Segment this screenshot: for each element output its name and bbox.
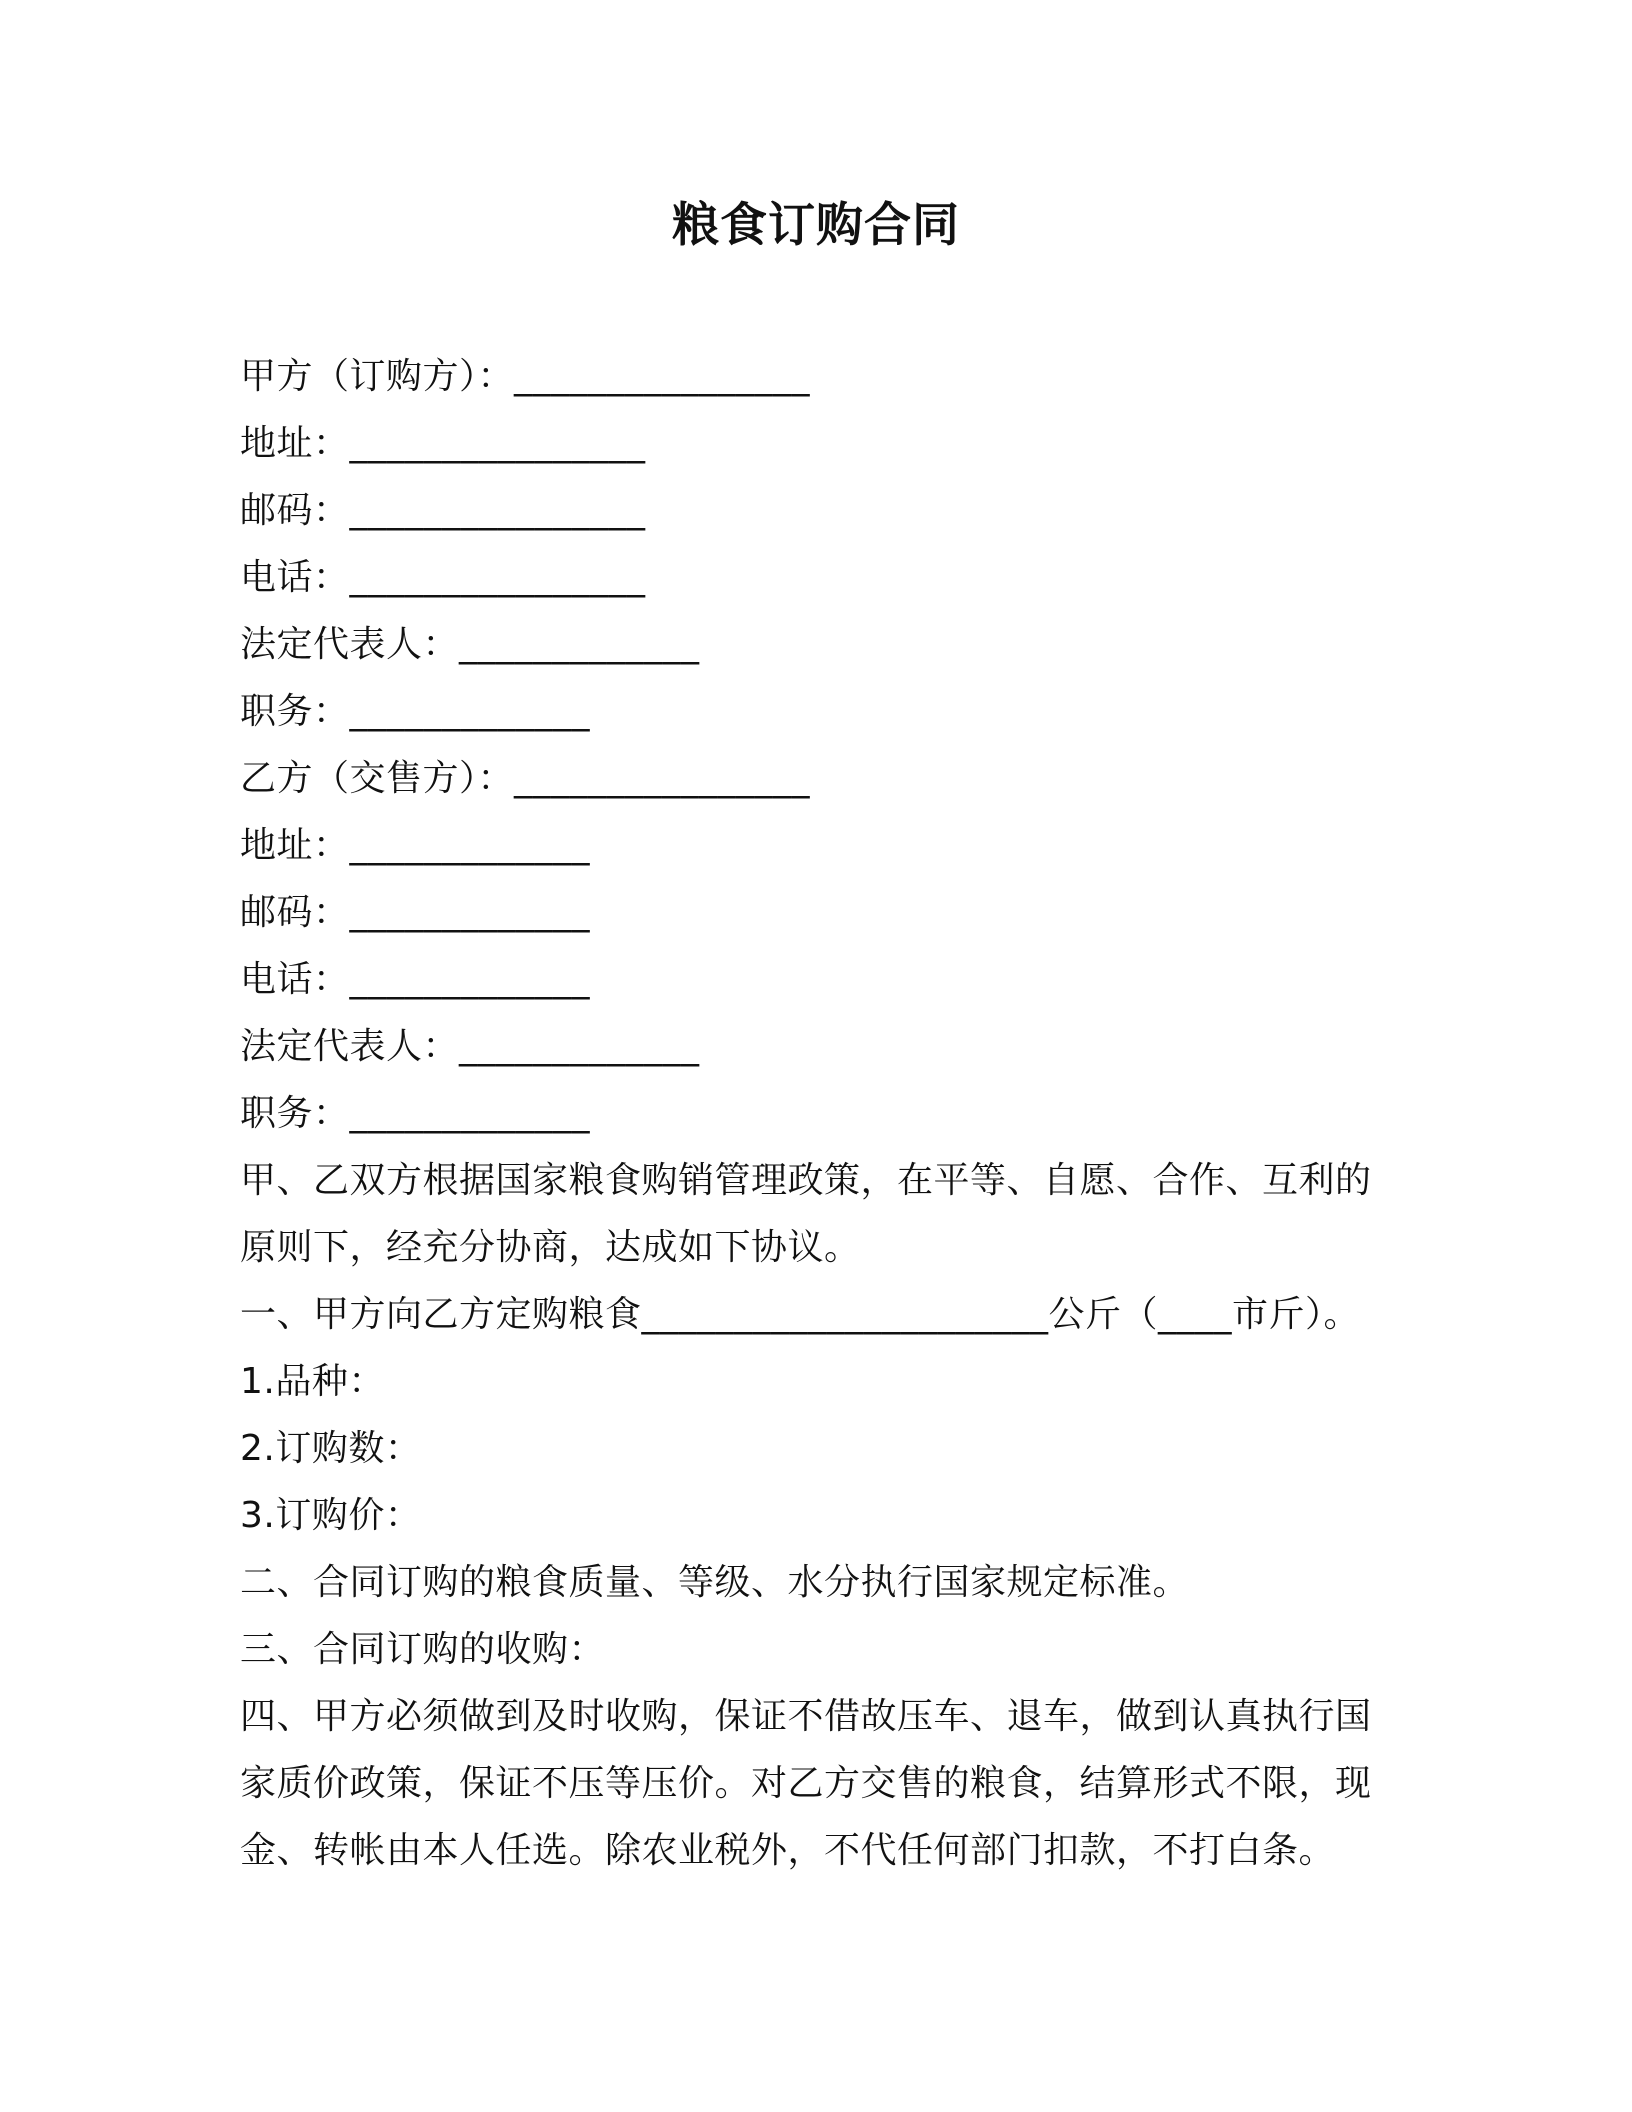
preamble-line-2: 原则下，经充分协商，达成如下协议。: [240, 1227, 861, 1268]
preamble-line-1: 甲、乙双方根据国家粮食购销管理政策，在平等、自愿、合作、互利的: [240, 1160, 1372, 1201]
clause-1-item-variety: 1.品种：: [240, 1361, 385, 1402]
party-a-address-line: 地址：________________: [240, 423, 646, 464]
party-b-representative-line: 法定代表人：_____________: [240, 1026, 700, 1067]
party-b-address-line: 地址：_____________: [240, 825, 591, 866]
clause-4-line-1: 四、甲方必须做到及时收购，保证不借故压车、退车，做到认真执行国: [240, 1696, 1372, 1737]
document-body: [240, 343, 1400, 1884]
party-b-postcode-line: 邮码：_____________: [240, 892, 591, 933]
party-a-position-line: 职务：_____________: [240, 691, 591, 732]
clause-4-line-2: 家质价政策，保证不压等压价。对乙方交售的粮食，结算形式不限，现: [240, 1763, 1372, 1804]
party-b-position-line: 职务：_____________: [240, 1093, 591, 1134]
party-b-name-line: 乙方（交售方）：________________: [240, 758, 811, 799]
party-a-postcode-line: 邮码：________________: [240, 490, 646, 531]
clause-1-line: 一、甲方向乙方定购粮食______________________公斤（____市斤）。: [240, 1294, 1361, 1335]
clause-2-line: 二、合同订购的粮食质量、等级、水分执行国家规定标准。: [240, 1562, 1190, 1603]
party-a-phone-line: 电话：________________: [240, 557, 646, 598]
clause-4-line-3: 金、转帐由本人任选。除农业税外，不代任何部门扣款，不打白条。: [240, 1830, 1336, 1871]
clause-3-line: 三、合同订购的收购：: [240, 1629, 606, 1670]
clause-1-item-price: 3.订购价：: [240, 1495, 422, 1536]
party-b-phone-line: 电话：_____________: [240, 959, 591, 1000]
party-a-representative-line: 法定代表人：_____________: [240, 624, 700, 665]
document-title: 粮食订购合同: [672, 198, 960, 253]
clause-1-item-quantity: 2.订购数：: [240, 1428, 422, 1469]
party-a-name-line: 甲方（订购方）：________________: [240, 356, 811, 397]
